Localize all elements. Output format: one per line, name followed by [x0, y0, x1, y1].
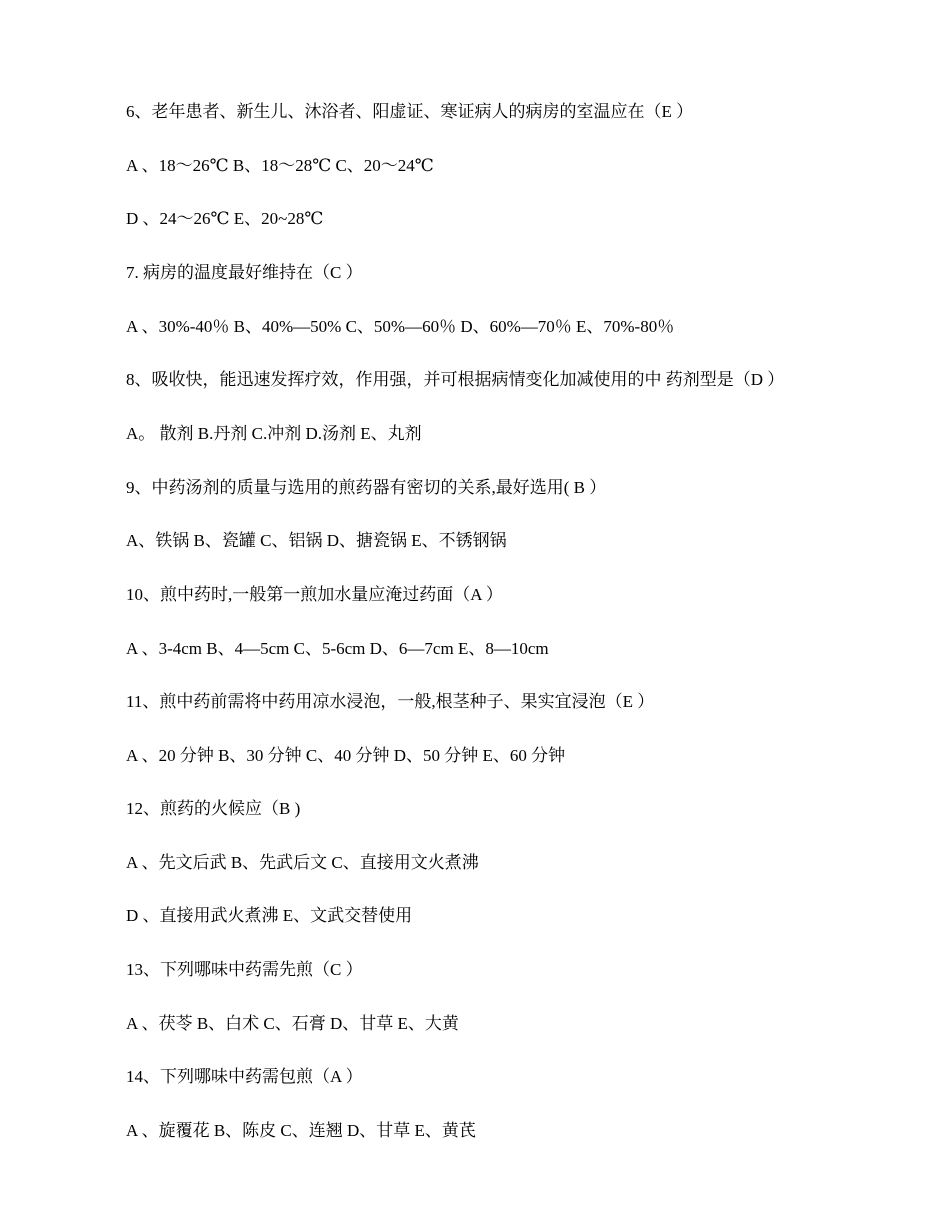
- question-6: 6、老年患者、新生儿、沐浴者、阳虚证、寒证病人的病房的室温应在（E ）: [126, 102, 694, 121]
- question-9-options: A、铁锅 B、瓷罐 C、铝锅 D、搪瓷锅 E、不锈钢锅: [126, 531, 507, 550]
- question-10-options: A 、3-4cm B、4—5cm C、5-6cm D、6—7cm E、8—10cm: [126, 639, 549, 658]
- question-11: 11、煎中药前需将中药用凉水浸泡，一般,根茎种子、果实宜浸泡（E ）: [126, 692, 655, 711]
- question-12: 12、煎药的火候应（B ): [126, 799, 301, 818]
- question-6-options-a-c: A 、18～26℃ B、18～28℃ C、20～24℃: [126, 156, 434, 175]
- question-9: 9、中药汤剂的质量与选用的煎药器有密切的关系,最好选用( B ）: [126, 478, 607, 497]
- question-10: 10、煎中药时,一般第一煎加水量应淹过药面（A ）: [126, 585, 503, 604]
- question-8: 8、吸收快，能迅速发挥疗效，作用强，并可根据病情变化加减使用的中 药剂型是（D ）: [126, 370, 785, 389]
- question-6-options-d-e: D 、24～26℃ E、20~28℃: [126, 209, 324, 228]
- question-8-options: A。 散剂 B.丹剂 C.冲剂 D.汤剂 E、丸剂: [126, 424, 422, 443]
- question-7: 7. 病房的温度最好维持在（C ）: [126, 263, 363, 282]
- question-13: 13、下列哪味中药需先煎（C ）: [126, 960, 363, 979]
- question-7-options: A 、30%-40％ B、40%—50% C、50%—60％ D、60%—70％ E、70%-80％: [126, 317, 675, 336]
- question-12-options-d-e: D 、直接用武火煮沸 E、文武交替使用: [126, 906, 413, 925]
- question-13-options: A 、茯苓 B、白术 C、石膏 D、甘草 E、大黄: [126, 1014, 459, 1033]
- question-14: 14、下列哪味中药需包煎（A ）: [126, 1067, 363, 1086]
- question-14-options: A 、旋覆花 B、陈皮 C、连翘 D、甘草 E、黄芪: [126, 1121, 476, 1140]
- question-12-options-a-c: A 、先文后武 B、先武后文 C、直接用文火煮沸: [126, 853, 479, 872]
- question-11-options: A 、20 分钟 B、30 分钟 C、40 分钟 D、50 分钟 E、60 分钟: [126, 746, 566, 765]
